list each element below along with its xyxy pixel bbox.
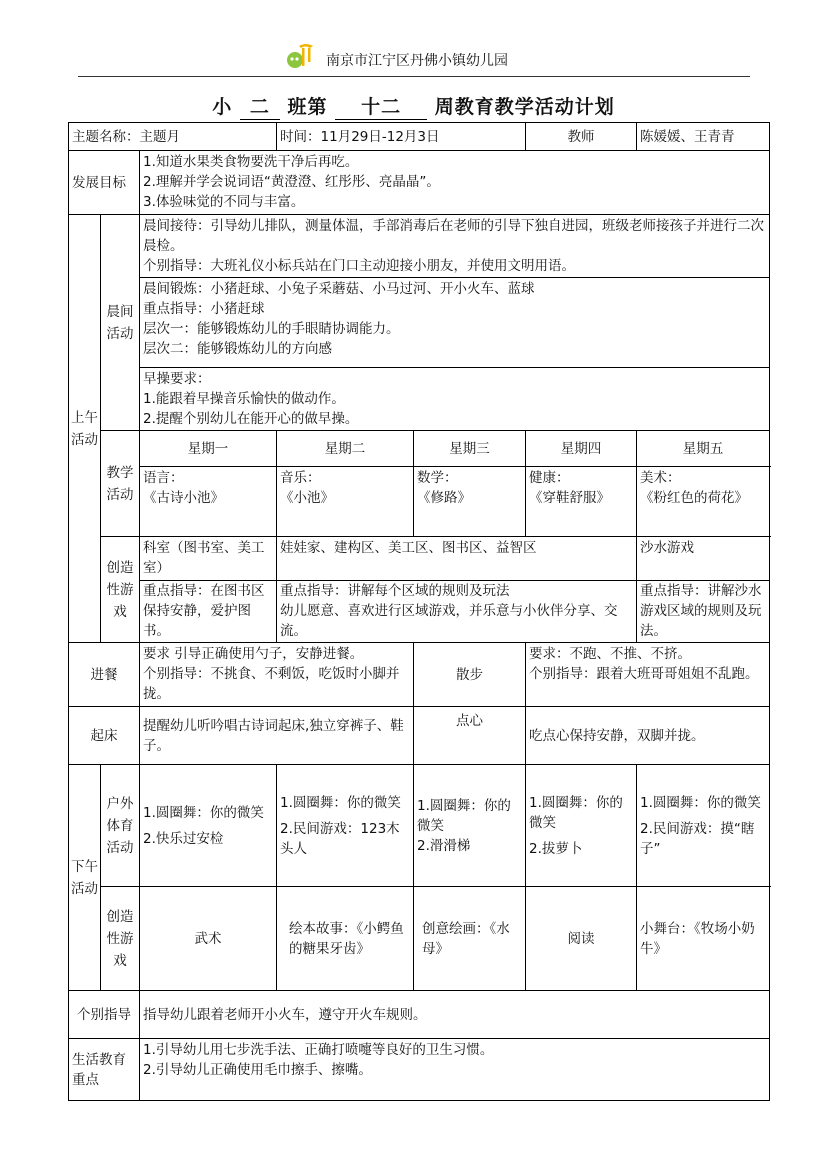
page-title: 小 二 班第 十二 周教育教学活动计划	[0, 92, 827, 120]
lesson-monday: 语言： 《古诗小池》	[140, 467, 277, 537]
day-tuesday: 星期二	[277, 431, 414, 467]
creative-game-label: 创造性游戏	[101, 537, 140, 643]
afternoon-creative-label: 创造性游戏	[101, 887, 140, 991]
lesson-tuesday: 音乐： 《小池》	[277, 467, 414, 537]
weekly-plan-table	[68, 122, 770, 1101]
teaching-label: 教学活动	[101, 431, 140, 537]
goals-label: 发展目标	[69, 151, 140, 215]
day-thursday: 星期四	[526, 431, 637, 467]
game-monday: 武术	[140, 887, 277, 991]
outdoor-monday: 1.圆圈舞：你的微笑 2.快乐过安检	[140, 765, 277, 887]
lesson-thursday: 健康： 《穿鞋舒服》	[526, 467, 637, 537]
morning-reception: 晨间接待：引导幼儿排队，测量体温，手部消毒后在老师的引导下独自进园，班级老师接孩子并进行二次晨检。 个别指导：大班礼仪小标兵站在门口主动迎接小朋友，并使用文明用语。	[140, 215, 770, 278]
snack-label: 点心	[414, 707, 526, 765]
morning-activity-label: 晨间活动	[101, 215, 140, 431]
teacher-names: 陈媛媛、王青青	[637, 123, 770, 151]
goal-item: 1.知道水果类食物要洗干净后再吃。	[143, 154, 359, 170]
school-name: 南京市江宁区丹佛小镇幼儿园	[326, 53, 508, 69]
morning-section-label: 上午活动	[69, 215, 101, 643]
creative-area-1: 科室（图书室、美工室） 重点指导：在图书区保持安静，爱护图书。	[140, 537, 277, 643]
game-wednesday: 创意绘画：《水母》	[414, 887, 526, 991]
life-education-label: 生活教育重点	[69, 1039, 140, 1101]
outdoor-wednesday: 1.圆圈舞：你的微笑 2.滑滑梯	[414, 765, 526, 887]
game-tuesday: 绘本故事：《小鳄鱼的糖果牙齿》	[277, 887, 414, 991]
goals-list	[140, 151, 770, 215]
meal-label: 进餐	[69, 643, 140, 707]
walk-guidance: 要求：不跑、不推、不挤。 个别指导：跟着大班哥哥姐姐不乱跑。	[526, 643, 770, 707]
outdoor-tuesday: 1.圆圈舞：你的微笑 2.民间游戏：123木头人	[277, 765, 414, 887]
goal-item: 2.理解并学会说词语“黄澄澄、红彤彤、亮晶晶”。	[143, 174, 440, 190]
life-education-list: 1.引导幼儿用七步洗手法、正确打喷嚏等良好的卫生习惯。 2.引导幼儿正确使用毛巾擦手、擦嘴。	[140, 1039, 770, 1101]
date-range: 时间：11月29日-12月3日	[277, 123, 526, 151]
walk-label: 散步	[414, 643, 526, 707]
page-header	[78, 40, 750, 77]
game-friday: 小舞台：《牧场小奶牛》	[637, 887, 770, 991]
wake-guidance: 提醒幼儿听吟唱古诗词起床,独立穿裤子、鞋子。	[140, 707, 414, 765]
outdoor-sports-label: 户外体育活动	[101, 765, 140, 887]
outdoor-friday: 1.圆圈舞：你的微笑 2.民间游戏：摸“瞎子”	[637, 765, 770, 887]
individual-guidance: 指导幼儿跟着老师开小火车，遵守开火车规则。	[140, 991, 770, 1039]
school-logo-icon	[286, 42, 316, 70]
morning-drill: 早操要求： 1.能跟着早操音乐愉快的做动作。 2.提醒个别幼儿在能开心的做早操。	[140, 368, 770, 431]
creative-area-3: 沙水游戏 重点指导：讲解沙水游戏区域的规则及玩法。	[637, 537, 770, 643]
creative-area-2: 娃娃家、建构区、美工区、图书区、益智区 重点指导：讲解每个区域的规则及玩法 幼儿愿意、喜欢进行区域游戏，并乐意与小伙伴分享、交流。	[277, 537, 637, 643]
snack-guidance: 吃点心保持安静，双脚并拢。	[526, 707, 770, 765]
day-wednesday: 星期三	[414, 431, 526, 467]
game-thursday: 阅读	[526, 887, 637, 991]
meal-guidance: 要求 引导正确使用勺子，安静进餐。 个别指导：不挑食、不剩饭，吃饭时小脚并拢。	[140, 643, 414, 707]
lesson-friday: 美术： 《粉红色的荷花》	[637, 467, 770, 537]
day-monday: 星期一	[140, 431, 277, 467]
afternoon-section-label: 下午活动	[69, 765, 101, 991]
morning-exercise: 晨间锻炼：小猪赶球、小兔子采蘑菇、小马过河、开小火车、蓝球 重点指导：小猪赶球 层次一：能够锻炼幼儿的手眼睛协调能力。 层次二：能够锻炼幼儿的方向感	[140, 278, 770, 368]
wake-label: 起床	[69, 707, 140, 765]
individual-label: 个别指导	[69, 991, 140, 1039]
goal-item: 3.体验味觉的不同与丰富。	[143, 194, 305, 210]
lesson-wednesday: 数学： 《修路》	[414, 467, 526, 537]
theme-name: 主题名称：主题月	[69, 123, 277, 151]
teacher-label: 教师	[526, 123, 637, 151]
day-friday: 星期五	[637, 431, 770, 467]
outdoor-thursday: 1.圆圈舞：你的微笑 2.拔萝卜	[526, 765, 637, 887]
